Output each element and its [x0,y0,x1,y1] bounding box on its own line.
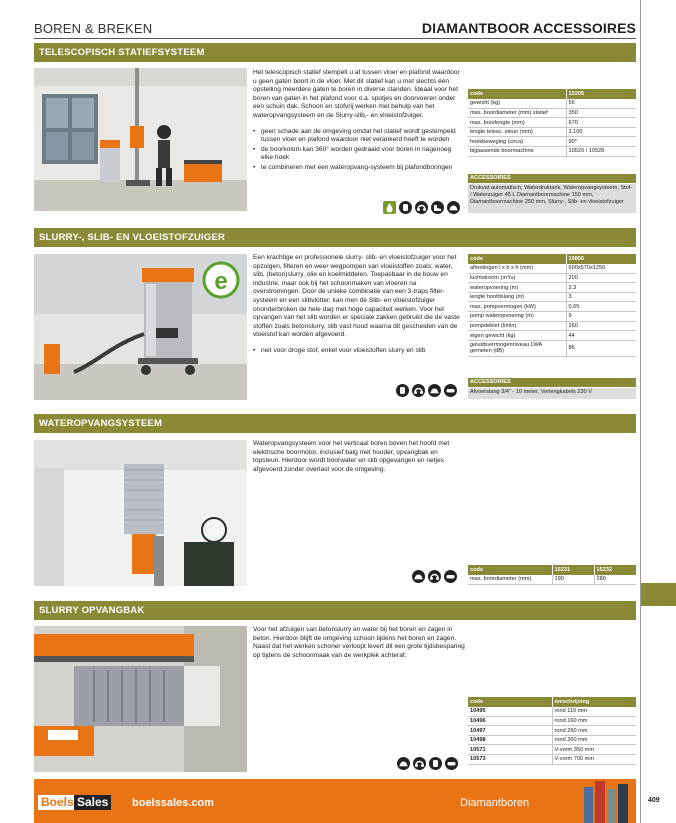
spec-row [468,147,636,157]
spec-row [468,735,636,745]
helmet-icon [412,570,425,583]
spec-code: 10497 [468,726,552,736]
section-description-slurry-zuiger [253,254,465,357]
spec-code: 10495 [468,707,552,717]
spec-value: 10520 / 10528 [566,147,636,157]
goggles-icon [445,757,458,770]
spec-code: 10573 [468,755,552,765]
page-number: 409 [648,797,660,804]
section-description-telescopisch [253,69,463,174]
description-text: Een krachtige en professionele slurry- slib- en vloeistofzuiger voor het opzuigen, filteren en weer wegpompen van vloeistoffen zoals; water, slib, (beton)slurry, olie en koelmiddelen. Toepasbaar in de bouw en industrie, maar ook bij het schoonmaken van vloeren na overstromingen. Door de unieke combinatie van een 3-traps filter-systeem en een slibvlotter, kan men de Slib- en vloeistofzuiger ononderbroken de hele dag met hoge capaciteit werken. Voor het opvangen van het slib worden er speciale zakken gebruikt die de vaste stoffen zoals betonslurry, slib vast houd waarna dit gescheiden van de vloeistof kan worden afgevoerd. [253,254,460,339]
accessories-list: Drukvat automatisch, Waterdruktank, Wateropvangsysteem, Stof- / Waterzuiger 45 L Diamantboormachine 150 mm, Diamantboormachine 250 mm, Slurry-, Slib- en vloeistofzuiger [468,184,636,213]
header-title: DIAMANTBOOR ACCESSOIRES [421,20,636,36]
spec-value: rond 360 mm [552,735,636,745]
page-edge-rule [640,0,641,823]
spec-label: bijpassende boormachine [468,147,566,157]
spec-row [468,273,636,283]
spec-row [468,575,636,585]
spec-header-code: 15231 [552,565,594,575]
spec-row [468,302,636,312]
spec-header-label: code [468,254,566,264]
spec-row [468,137,636,147]
spec-header-code: 15205 [566,89,636,99]
footer-bar [34,779,636,823]
spec-value: 2.3 [566,283,636,293]
gloves-icon [396,384,409,397]
feature-item: • niet voor droge stof, enkel voor vloeistoffen slurry en slib [253,347,465,356]
feature-item: • de boorkolom kan 360° worden gedraaid voor boren in nagenoeg elke hoek [253,146,463,163]
section-title-slurry-zuiger: SLURRY-, SLIB- EN VLOEISTOFZUIGER [34,228,636,247]
description-text: Wateropvangsysteem voor het verticaal boren boven het hoofd met elektrische boormotor, inclusief balg met houder, opvangbak en topsteun. Hierdoor wordt boorwater en slib opgevangen en netjes afgevoerd zonder overlast voor de omgeving. [253,440,450,473]
ear-protection-icon [415,201,428,214]
helmet-icon [397,757,410,770]
spec-row [468,340,636,356]
spec-code: 10498 [468,735,552,745]
safety-icons-slurry-zuiger [396,384,457,397]
spec-code: 10496 [468,716,552,726]
chapter-side-tab [641,583,676,606]
spec-label: pomp wateropvoering (m) [468,312,566,322]
spec-label: max. pompvermogen (kW) [468,302,566,312]
spec-value: 260 [566,321,636,331]
photo-wateropvangsysteem [34,440,247,586]
spec-value: 90° [566,137,636,147]
spec-label: max. boordiameter (mm) [468,575,552,585]
gloves-icon [399,201,412,214]
gloves-icon [429,757,442,770]
spec-value: rond 110 mm [552,707,636,717]
spec-row [468,321,636,331]
spec-label: pompdebiet (l/min) [468,321,566,331]
spec-value: 350 [566,108,636,118]
footer-category: Diamantboren [460,797,530,809]
ear-protection-icon [428,570,441,583]
photo-telescopisch-statief [34,68,247,211]
spec-value: 86 [566,340,636,356]
spec-header-code: 15232 [594,565,636,575]
spec-value: 600x570x1250 [566,264,636,274]
section-title-slurry-opvangbak: SLURRY OPVANGBAK [34,601,636,620]
spec-label: afmetingen l x b x h (mm) [468,264,566,274]
spec-row [468,283,636,293]
boels-logo: Boels [38,795,77,810]
spec-value: 56 [566,99,636,109]
spec-value: rond 260 mm [552,726,636,736]
sales-logo: Sales [74,795,111,810]
eco-badge: e [214,268,228,295]
helmet-icon [447,201,460,214]
header-category: BOREN & BREKEN [34,21,153,36]
feature-item: • geen schade aan de omgeving omdat het statief wordt gestempeld tussen vloer en plafond waardoor niet verankerd hoeft te worden [253,128,463,145]
spec-header-code: 10856 [566,254,636,264]
goggles-icon [444,384,457,397]
spec-table-wateropvang [468,565,636,585]
ear-protection-icon [412,384,425,397]
spec-row [468,716,636,726]
spec-label: gewicht (kg) [468,99,566,109]
spec-label: eigen gewicht (kg) [468,331,566,341]
section-title-telescopisch: TELESCOPISCH STATIEFSYSTEEM [34,43,636,62]
spec-row [468,726,636,736]
spec-value: 280 [594,575,636,585]
spec-value: V-vorm 350 mm [552,745,636,755]
accessories-header: ACCESSOIRES [468,174,636,183]
spec-header-label: code [468,89,566,99]
spec-label: max. boorlengte (mm) [468,118,566,128]
spec-table-telescopisch [468,89,636,157]
spec-header-row [468,89,636,99]
spec-row [468,755,636,765]
section-title-wateropvang: WATEROPVANGSYSTEEM [34,414,636,433]
photo-slurry-opvangbak [34,626,247,772]
spec-value: V-vorm 700 mm [552,755,636,765]
spec-header-label: code [468,565,552,575]
spec-table-slurry-zuiger [468,254,636,357]
footer-url[interactable]: boelssales.com [132,797,214,809]
feature-list [253,128,463,173]
accessories-header: ACCESSOIRES [468,378,636,387]
spec-value: rond 160 mm [552,716,636,726]
spec-row [468,292,636,302]
spec-label: wateropvoering (m) [468,283,566,293]
photo-slurry-zuiger [34,254,247,400]
spec-code: 10571 [468,745,552,755]
header-rule [34,38,636,39]
feature-list [253,347,465,356]
section-description-slurry-opvangbak [253,626,465,660]
spec-header-row [468,254,636,264]
spec-row [468,127,636,137]
helmet-icon [428,384,441,397]
spec-value: 3.100 [566,127,636,137]
spec-label: max. boordiameter (mm) statief [468,108,566,118]
spec-row [468,707,636,717]
spec-row [468,118,636,128]
spec-label: hoekbeweging (circa) [468,137,566,147]
feature-item: • te combineren met een wateropvang-systeem bij plafondboringen [253,164,463,173]
safety-icons-wateropvang [412,570,457,583]
accessories-list: Afvoerslang 3/4" - 10 meter, Verlengkabels 230 V [468,388,636,399]
spec-row [468,264,636,274]
water-drop-icon [383,201,396,214]
spec-value: 44 [566,331,636,341]
spec-row [468,99,636,109]
spec-header-row [468,565,636,575]
safety-shoe-icon [431,201,444,214]
spec-header-label: code [468,697,552,707]
core-drill-bits-image [580,779,632,823]
spec-row [468,108,636,118]
spec-value: 200 [566,273,636,283]
spec-header-desc: omschrijving [552,697,636,707]
spec-label: luchtstroom (m³/u) [468,273,566,283]
spec-header-row [468,697,636,707]
spec-row [468,745,636,755]
safety-icons-telescopisch [383,201,460,214]
spec-table-slurry-opvangbak [468,697,636,765]
spec-label: geluidsvermogenniveau LWA gemeten (dB) [468,340,566,356]
spec-label: lengte telesc. steun (mm) [468,127,566,137]
ear-protection-icon [413,757,426,770]
spec-row [468,331,636,341]
spec-row [468,312,636,322]
spec-value: 3 [566,292,636,302]
goggles-icon [444,570,457,583]
description-text: Het telescopisch statief stempelt u af tussen vloer en plafond waardoor u geen gaten boort in de vloer. Met dit statief kan u met slechts één opstelling meerdere gaten te boren in diverse standen. Ideaal voor het boren van gaten in het plafond voor o.a. spotjes en doorvoeren onder een schuin dak. Schoon en stofvrij werken met behulp van het wateropvangsysteem en de Slurry-slib,- en vloeistofzuiger. [253,69,460,119]
spec-label: lengte hoofdslang (m) [468,292,566,302]
description-text: Voor het afzuigen van betonslurry en water bij het boren en zagen in beton. Hierdoor blijft de omgeving schoon tijdens het boren en zagen. Naast dat het werken schoner verloopt levert dit een grote tijdsbesparing op tijdens de schoonmaak van de werkplek achteraf. [253,626,465,659]
safety-icons-slurry-opvangbak [397,757,458,770]
spec-value: 670 [566,118,636,128]
spec-value: 9 [566,312,636,322]
section-description-wateropvang [253,440,465,474]
spec-value: 190 [552,575,594,585]
spec-value: 0.65 [566,302,636,312]
